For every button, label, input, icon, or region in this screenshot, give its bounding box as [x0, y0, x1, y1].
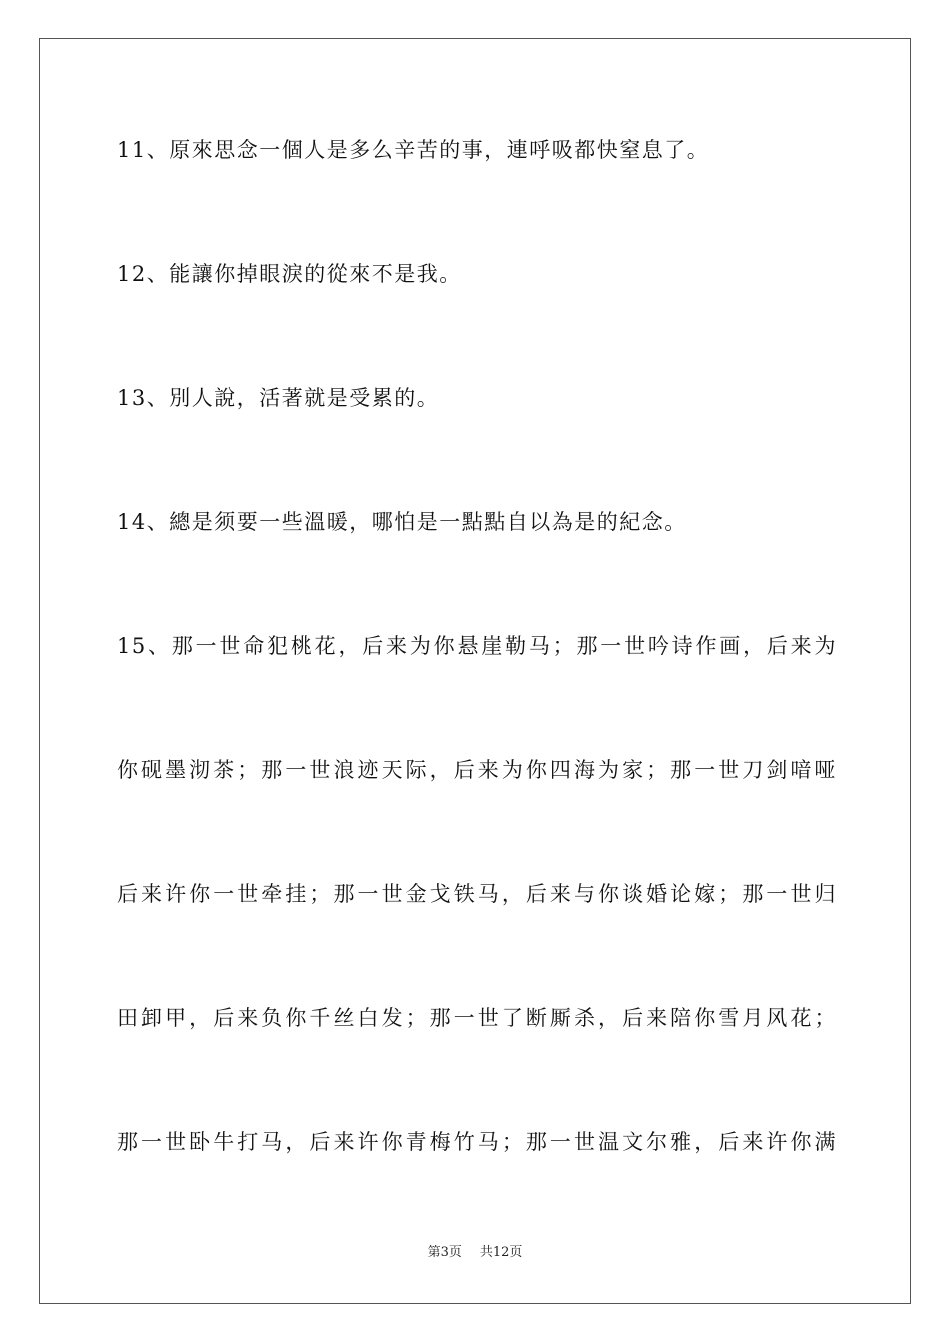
text-line-15d: 田卸甲，后来负你千丝白发；那一世了断厮杀，后来陪你雪月风花； — [117, 1006, 837, 1030]
text-line-12: 12、能讓你掉眼淚的從來不是我。 — [117, 262, 462, 286]
page-frame — [39, 38, 911, 1304]
text-line-11: 11、原來思念一個人是多么辛苦的事，連呼吸都快窒息了。 — [117, 138, 710, 162]
current-page-label: 第3页 — [427, 1245, 462, 1260]
text-line-15e: 那一世卧牛打马，后来许你青梅竹马；那一世温文尔雅，后来许你满 — [117, 1130, 837, 1154]
text-line-15b: 你砚墨沏茶；那一世浪迹天际，后来为你四海为家；那一世刀剑喑哑 — [117, 758, 837, 782]
text-line-13: 13、別人說，活著就是受累的。 — [117, 386, 440, 410]
text-line-15c: 后来许你一世牵挂；那一世金戈铁马，后来与你谈婚论嫁；那一世归 — [117, 882, 837, 906]
text-line-15a: 15、那一世命犯桃花，后来为你悬崖勒马；那一世吟诗作画，后来为 — [117, 634, 837, 658]
total-pages-label: 共12页 — [479, 1245, 523, 1260]
text-line-14: 14、總是须要一些溫暖，哪怕是一點點自以為是的紀念。 — [117, 510, 687, 534]
page-footer — [0, 1244, 950, 1262]
